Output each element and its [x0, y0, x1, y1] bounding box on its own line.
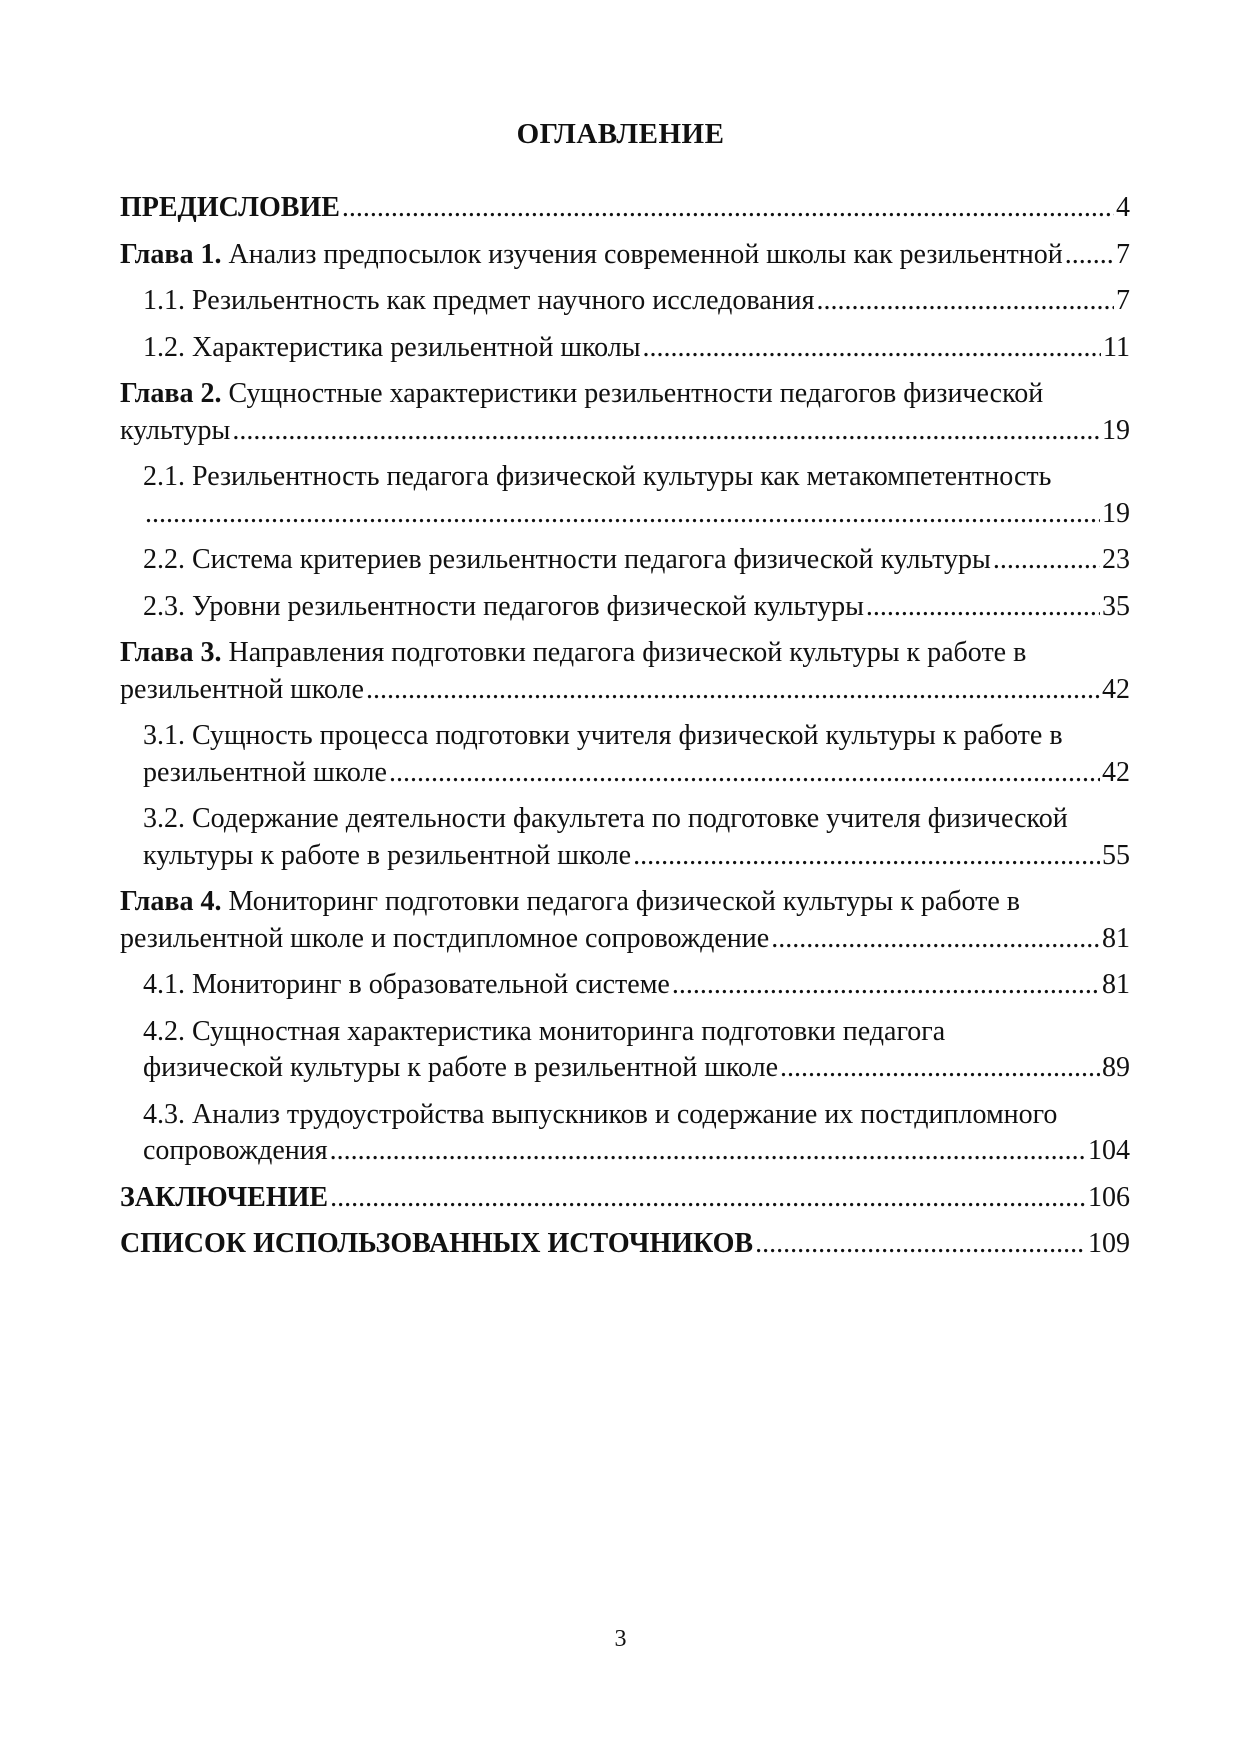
- toc-entry-text: резильентной школе и постдипломное сопровождение: [120, 922, 770, 954]
- toc-entry-chapter-2[interactable]: [120, 376, 1130, 449]
- toc-entry-text: 4.2. Сущностная характеристика мониторинга подготовки педагога: [143, 1015, 946, 1047]
- toc-page-number: 106: [1088, 1181, 1130, 1213]
- toc-entry-section-4-2[interactable]: [120, 1014, 1130, 1087]
- leader-dots: [771, 921, 1100, 958]
- leader-dots: [330, 1133, 1086, 1170]
- toc-page-number: 35: [1102, 590, 1130, 622]
- toc-entry-chapter-4[interactable]: [120, 884, 1130, 957]
- toc-heading: ОГЛАВЛЕНИЕ: [516, 118, 725, 150]
- toc-entry-label: СПИСОК ИСПОЛЬЗОВАННЫХ ИСТОЧНИКОВ: [120, 1228, 754, 1259]
- toc-entry-section-2-2[interactable]: [120, 542, 1130, 579]
- toc-page-number: 42: [1102, 673, 1130, 705]
- toc-entry-section-2-3[interactable]: [120, 589, 1130, 626]
- leader-dots: [366, 672, 1100, 709]
- toc-entry-label: Глава 1.: [120, 238, 222, 270]
- toc-entry-preface[interactable]: [120, 190, 1130, 227]
- toc-entry-section-3-1[interactable]: [120, 718, 1130, 791]
- leader-dots: [780, 1050, 1100, 1087]
- toc-entry-label: Глава 3.: [120, 637, 222, 668]
- toc-page-number: 19: [1102, 414, 1130, 446]
- toc-entry-text: сопровождения: [143, 1135, 328, 1166]
- toc-entry-text: 4.3. Анализ трудоустройства выпускников и содержание их постдипломного: [143, 1098, 1058, 1130]
- toc-entry-text: физической культуры к работе в резильентной школе: [143, 1052, 779, 1083]
- toc-entry-label: Глава 2.: [120, 378, 222, 409]
- toc-entry-label: ЗАКЛЮЧЕНИЕ: [120, 1181, 329, 1213]
- toc-page-number: 7: [1116, 285, 1130, 316]
- toc-entry-chapter-1[interactable]: [120, 237, 1130, 274]
- toc-entry-text: резильентной школе: [143, 756, 387, 788]
- toc-entry-references[interactable]: [120, 1226, 1130, 1263]
- toc-entry-text: Мониторинг подготовки педагога физической культуры к работе в: [221, 886, 1021, 917]
- toc-entry-label: Глава 4.: [120, 886, 222, 917]
- toc-page-number: 81: [1102, 969, 1130, 1000]
- toc-page-number: 55: [1102, 839, 1130, 871]
- toc-entry-text: 3.2. Содержание деятельности факультета по подготовке учителя физической: [143, 803, 1068, 834]
- leader-dots: [817, 283, 1115, 320]
- toc-page-number: 23: [1102, 544, 1130, 575]
- toc-page-number: 109: [1088, 1228, 1130, 1259]
- table-of-contents: [120, 190, 1130, 1263]
- leader-dots: [993, 542, 1100, 579]
- toc-entry-text: 1.2. Характеристика резильентной школы: [143, 331, 641, 363]
- leader-dots: [633, 838, 1100, 875]
- toc-entry-text: резильентной школе: [120, 673, 364, 705]
- leader-dots: [342, 190, 1114, 227]
- toc-page-number: 11: [1103, 331, 1130, 363]
- toc-entry-text: культуры к работе в резильентной школе: [143, 839, 632, 871]
- toc-entry-label: ПРЕДИСЛОВИЕ: [120, 192, 340, 223]
- leader-dots: [232, 413, 1100, 450]
- toc-entry-text: 3.1. Сущность процесса подготовки учителя физической культуры к работе в: [143, 720, 1063, 751]
- toc-page-number: 4: [1116, 192, 1130, 223]
- leader-dots: [866, 589, 1100, 626]
- toc-page-number: 42: [1102, 756, 1130, 788]
- toc-page-number: 81: [1102, 922, 1130, 954]
- leader-dots: [1065, 237, 1114, 274]
- toc-entry-section-2-1[interactable]: [120, 459, 1130, 532]
- leader-dots: [755, 1226, 1086, 1263]
- leader-dots: [389, 755, 1100, 792]
- toc-entry-section-1-1[interactable]: [120, 283, 1130, 320]
- toc-entry-text: культуры: [120, 414, 231, 446]
- toc-entry-section-1-2[interactable]: [120, 330, 1130, 367]
- toc-page-number: 89: [1102, 1052, 1130, 1083]
- toc-entry-text: 2.3. Уровни резильентности педагогов физической культуры: [143, 590, 864, 622]
- toc-entry-conclusion[interactable]: [120, 1180, 1130, 1217]
- leader-dots: [330, 1180, 1086, 1217]
- toc-entry-section-4-3[interactable]: [120, 1097, 1130, 1170]
- toc-entry-text: Сущностные характеристики резильентности педагогов физической: [221, 378, 1044, 409]
- toc-page-number: 7: [1116, 238, 1130, 270]
- leader-dots: [145, 496, 1100, 533]
- toc-entry-text: Анализ предпосылок изучения современной школы как резильентной: [221, 238, 1063, 270]
- toc-page-number: 104: [1088, 1135, 1130, 1166]
- toc-entry-section-4-1[interactable]: [120, 967, 1130, 1004]
- toc-entry-section-3-2[interactable]: [120, 801, 1130, 874]
- leader-dots: [643, 330, 1101, 367]
- toc-entry-chapter-3[interactable]: [120, 635, 1130, 708]
- toc-entry-text: 4.1. Мониторинг в образовательной системе: [143, 969, 670, 1000]
- page-number: 3: [614, 1626, 627, 1652]
- toc-entry-text: 2.1. Резильентность педагога физической культуры как метакомпетентность: [143, 461, 1052, 492]
- toc-page-number: 19: [1102, 497, 1130, 529]
- toc-entry-text: 1.1. Резильентность как предмет научного исследования: [143, 285, 815, 316]
- leader-dots: [672, 967, 1100, 1004]
- toc-entry-text: 2.2. Система критериев резильентности педагога физической культуры: [143, 544, 991, 575]
- toc-entry-text: Направления подготовки педагога физической культуры к работе в: [221, 637, 1027, 668]
